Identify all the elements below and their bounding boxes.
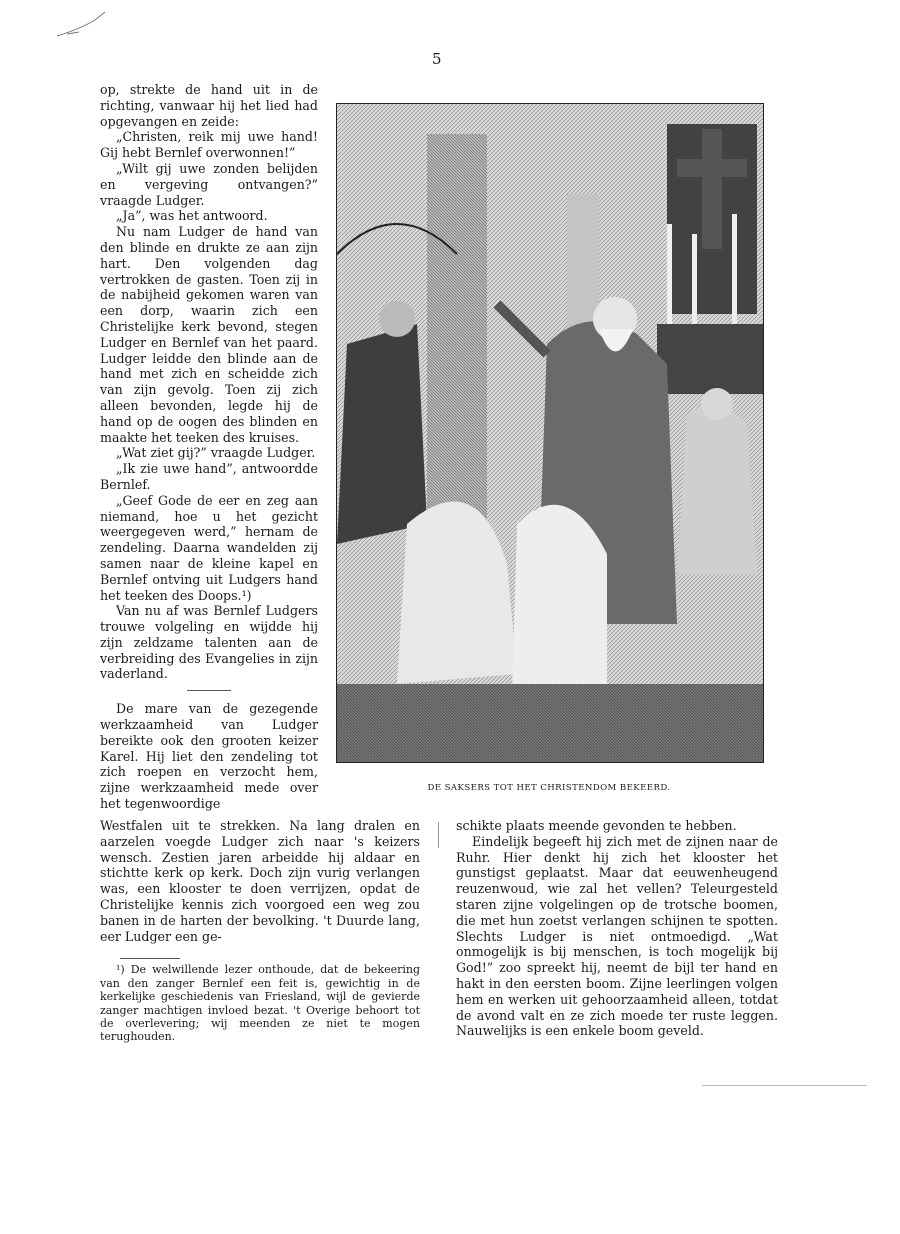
paragraph: De mare van de gezegende werkzaamheid van Ludger bereikte ook den grooten keizer Karel. Hij liet den zendeling tot zich roepen en verzocht hem, zijne werkzaamheid mede over het tegenwoordige — [100, 701, 318, 812]
paragraph: Westfalen uit te strekken. Na lang dralen en aarzelen voegde Ludger zich naar 's keizers wensch. Zestien jaren arbeidde hij aldaar en stichtte kerk op kerk. Doch zijn vurig verlangen was, een klooster te doen verrijzen, opdat de Christelijke kennis zich voorgoed een weg zou banen in de harten der bevolking. 't Duurde lang, eer Ludger een ge- — [100, 818, 420, 944]
paragraph: „Ja”, was het antwoord. — [116, 208, 268, 224]
engraving-illustration — [336, 103, 764, 763]
stray-pen-mark — [55, 8, 115, 40]
paragraph: Eindelijk begeeft hij zich met de zijnen naar de Ruhr. Hier denkt hij zich het klooster het gunstigst geplaatst. Maar dat eeuwenheugend reuzenwoud, wie zal het vellen? Teleurgesteld staren zijne volgelingen op de trotsche boomen, die met hun zoetst verlangen schijnen te spotten. Slechts Ludger is niet ontmoedigd. „Wat onmogelijk is bij menschen, is toch mogelijk bij God!” zoo spreekt hij, neemt de bijl ter hand en hakt in den eersten boom. Zijne leerlingen volgen hem en werken uit gehoorzaamheid alleen, totdat de avond valt en ze zich moede ter ruste leggen. Nauwelijks is een enkele boom geveld. — [456, 833, 778, 1039]
section-divider — [187, 690, 231, 691]
paragraph: schikte plaats meende gevonden te hebben. — [456, 818, 737, 833]
paragraph: „Geef Gode de eer en zeg aan niemand, hoe u het gezicht weergegeven werd,” hernam de zendeling. Daarna wandelden zij samen naar de kleine kapel en Bernlef ontving uit Ludgers hand het teeken des Doops.¹) — [100, 492, 318, 603]
paragraph: „Ik zie uwe hand”, antwoordde Bernlef. — [100, 461, 318, 492]
altar — [657, 324, 763, 394]
kneeling-figure-right — [512, 505, 607, 694]
paragraph: Van nu af was Bernlef Ludgers trouwe volgeling en wijdde hij zijn zeldzame talenten aan de verbreiding des Evangelies in zijn vaderland. — [100, 603, 318, 682]
column-rule — [438, 822, 439, 848]
king-figure — [337, 324, 427, 544]
left-narrow-column — [100, 82, 318, 812]
paragraph: „Wilt gij uwe zonden belijden en vergeving ontvangen?” vraagde Ludger. — [100, 160, 318, 208]
page-number: 5 — [432, 50, 442, 68]
paragraph: „Christen, reik mij uwe hand! Gij hebt Bernlef overwonnen!” — [100, 129, 318, 161]
right-column — [456, 818, 778, 1039]
footnote: ¹) De welwillende lezer onthoude, dat de bekeering van den zanger Bernlef een feit is, gewichtig in de kerkelijke geschiedenis van Friesland, wijl de gevierde zanger machtigen invloed bezat. 't Overige behoort tot de overlevering; wij meenden ze niet te mogen terughouden. — [100, 963, 420, 1044]
footnote-divider — [120, 958, 180, 959]
bottom-scan-line — [702, 1085, 867, 1086]
paragraph: „Wat ziet gij?” vraagde Ludger. — [116, 445, 316, 461]
left-wide-column — [100, 818, 420, 1044]
paragraph: op, strekte de hand uit in de richting, vanwaar hij het lied had opgevangen en zeide: — [100, 82, 318, 129]
acolyte-figure — [677, 406, 757, 574]
paragraph: Nu nam Ludger de hand van den blinde en drukte ze aan zijn hart. Den volgenden dag vertrokken de gasten. Toen zij in de nabijheid gekomen waren van een dorp, waarin zich een Christelijke kerk bevond, stegen Ludger en Bernlef van het paard. Ludger leidde den blinde aan de hand met zich en scheidde zich van zijn gevolg. Toen zij zich alleen bevonden, legde hij de hand op de oogen des blinden en maakte het teeken des kruises. — [100, 224, 318, 445]
illustration-caption: DE SAKSERS TOT HET CHRISTENDOM BEKEERD. — [427, 783, 671, 793]
